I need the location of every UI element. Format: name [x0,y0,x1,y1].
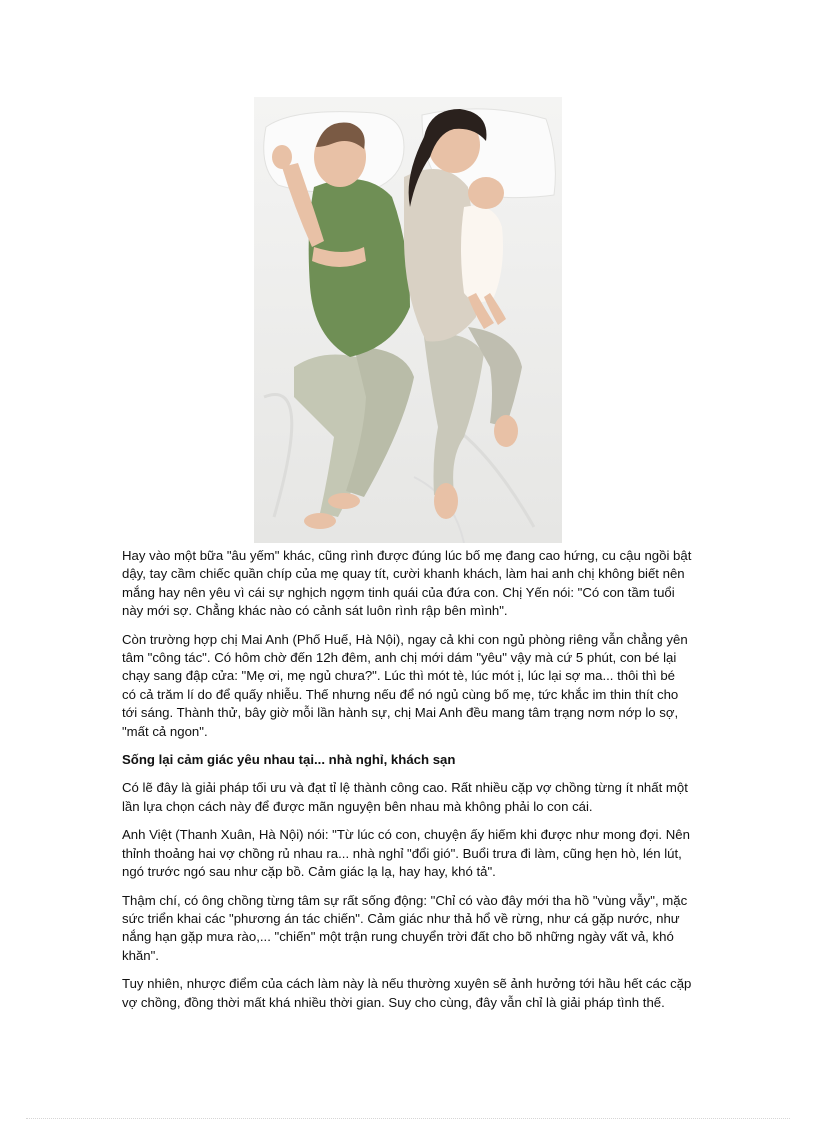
paragraph: Còn trường hợp chị Mai Anh (Phố Huế, Hà Nội), ngay cả khi con ngủ phòng riêng vẫn chẳng yên tâm "công tác". Có hôm chờ đến 12h đêm, anh chị mới dám "yêu" vậy mà cứ 5 phút, con bé lại chạy sang đập cửa: "Mẹ ơi, mẹ ngủ chưa?". Lúc thì mót tè, lúc mót ị, lúc lại sợ ma... thôi thì bé có cả trăm lí do để quấy nhiễu. Thế nhưng nếu để nó ngủ cùng bố mẹ, tức khắc im thin thít cho tới sáng. Thành thử, bây giờ mỗi lần hành sự, chị Mai Anh đều mang tâm trạng nơm nớp lo sợ, "mất cả ngon". [122,631,688,739]
paragraph: Thậm chí, có ông chồng từng tâm sự rất sống động: "Chỉ có vào đây mới tha hồ "vùng vẫy", mặc sức triển khai các "phương án tác chiến". Cảm giác như thả hổ về rừng, như cá gặp nước, như nắng hạn gặp mưa rào,... "chiến" một trận rung chuyển trời đất cho bõ những ngày vất vả, khó khăn". [122,892,688,963]
paragraph: Anh Việt (Thanh Xuân, Hà Nội) nói: "Từ lúc có con, chuyện ấy hiếm khi được như mong đợi. Nên thỉnh thoảng hai vợ chồng rủ nhau ra... nhà nghỉ "đổi gió". Buổi trưa đi làm, cũng hẹn hò, lén lút, ngó trước ngó sau như cặp bồ. Cảm giác lạ lạ, hay hay, khó tả". [122,827,690,880]
family-bed-illustration [254,97,562,543]
section-heading: Sống lại cảm giác yêu nhau tại... nhà nghỉ, khách sạn [122,752,456,768]
paragraph: Tuy nhiên, nhược điểm của cách làm này là nếu thường xuyên sẽ ảnh hưởng tới hầu hết các cặp vợ chồng, đồng thời mất khá nhiều thời gian. Suy cho cùng, đây vẫn chỉ là giải pháp tình thế. [122,976,692,1010]
article-body [122,547,692,1022]
paragraph: Hay vào một bữa "âu yếm" khác, cũng rình được đúng lúc bố mẹ đang cao hứng, cu cậu ngồi bật dậy, tay cầm chiếc quần chíp của mẹ quay tít, cười khanh khách, làm hai anh chị không biết nên mắng hay nên yêu vì cái sự nghịch ngợm tinh quái của đứa con. Chị Yến nói: "Có con tầm tuổi này mới sợ. Chẳng khác nào có cảnh sát luôn rình rập bên mình". [122,548,692,619]
article-photo [254,97,562,543]
paragraph: Có lẽ đây là giải pháp tối ưu và đạt tỉ lệ thành công cao. Rất nhiều cặp vợ chồng từng ít nhất một lần lựa chọn cách này để được mãn nguyện bên nhau mà không phải lo con cái. [122,780,688,814]
page-bottom-divider [26,1118,790,1119]
